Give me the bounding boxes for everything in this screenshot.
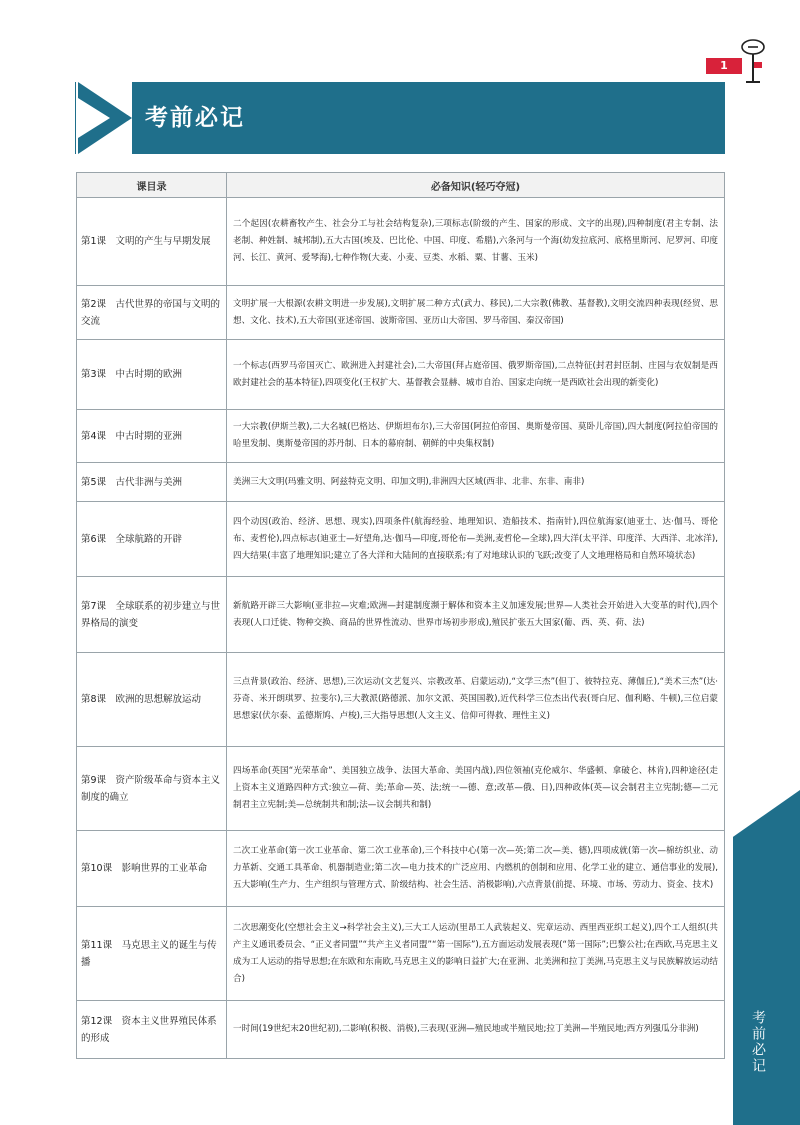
- lesson-cell: 第11课 马克思主义的诞生与传播: [77, 907, 227, 1001]
- lesson-cell: 第12课 资本主义世界殖民体系的形成: [77, 1001, 227, 1059]
- knowledge-cell: 一个标志(西罗马帝国灭亡、欧洲进入封建社会),二大帝国(拜占庭帝国、俄罗斯帝国),二点特征(封君封臣制、庄园与农奴制是西欧封建社会的基本特征),四项变化(王权扩大、基督教会显赫、城市自治、国家走向统一是西欧社会出现的新变化): [227, 340, 725, 410]
- knowledge-cell: 二次工业革命(第一次工业革命、第二次工业革命),三个科技中心(第一次—英;第二次—美、德),四项成就(第一次—棉纺织业、动力革新、交通工具革命、机器制造业;第二次—电力技术的广泛应用、内燃机的创制和应用、化学工业的建立、通信事业的发展),五大影响(生产力、生产组织与管理方式、阶级结构、社会生活、消极影响),六点背景(前提、环境、市场、劳动力、资金、技术): [227, 831, 725, 907]
- table-row: [77, 1001, 725, 1059]
- knowledge-cell: 新航路开辟三大影响(亚非拉—灾难;欧洲—封建制度濒于解体和资本主义加速发展;世界—人类社会开始进入大变革的时代),四个表现(人口迁徙、物种交换、商品的世界性流动、世界市场初步形成),殖民扩张五大国家(葡、西、英、荷、法): [227, 577, 725, 653]
- table-row: [77, 340, 725, 410]
- knowledge-cell: 二个起因(农耕畜牧产生、社会分工与社会结构复杂),三项标志(阶级的产生、国家的形成、文字的出现),四种制度(君主专制、法老制、种姓制、城邦制),五大古国(埃及、巴比伦、中国、印度、希腊),六条河与一个海(幼发拉底河、底格里斯河、尼罗河、印度河、长江、黄河、爱琴海),七种作物(大麦、小麦、豆类、水稻、粟、甘薯、玉米): [227, 198, 725, 286]
- lesson-cell: 第3课 中古时期的欧洲: [77, 340, 227, 410]
- table-row: [77, 907, 725, 1001]
- knowledge-cell: 美洲三大文明(玛雅文明、阿兹特克文明、印加文明),非洲四大区域(西非、北非、东非、南非): [227, 463, 725, 502]
- table-row: [77, 831, 725, 907]
- column-header-knowledge: 必备知识(轻巧夺冠): [227, 173, 725, 198]
- page-title: 考前必记: [145, 105, 245, 131]
- knowledge-cell: 一时间(19世纪末20世纪初),二影响(积极、消极),三表现(亚洲—殖民地或半殖民地;拉丁美洲—半殖民地;西方列强瓜分非洲): [227, 1001, 725, 1059]
- table-row: [77, 463, 725, 502]
- mascot-icon: [740, 38, 766, 84]
- page-number: 1: [706, 58, 742, 74]
- chevron-right-icon: [76, 82, 132, 154]
- knowledge-cell: 二次思潮变化(空想社会主义→科学社会主义),三大工人运动(里昂工人武装起义、宪章运动、西里西亚织工起义),四个工人组织(共产主义通讯委员会、“正义者同盟”“共产主义者同盟”“第一国际”),五方面运动发展表现(“第一国际”;巴黎公社;在西欧,马克思主义成为工人运动的指导思想;在东欧和东南欧,马克思主义的影响日益扩大;在亚洲、北美洲和拉丁美洲,马克思主义与民族解放运动结合): [227, 907, 725, 1001]
- table-row: [77, 286, 725, 340]
- side-tab: [733, 790, 800, 1125]
- table-row: [77, 577, 725, 653]
- lesson-cell: 第10课 影响世界的工业革命: [77, 831, 227, 907]
- lesson-cell: 第5课 古代非洲与美洲: [77, 463, 227, 502]
- lesson-cell: 第1课 文明的产生与早期发展: [77, 198, 227, 286]
- table-row: [77, 653, 725, 747]
- table-row: [77, 198, 725, 286]
- knowledge-cell: 三点背景(政治、经济、思想),三次运动(文艺复兴、宗教改革、启蒙运动),“文学三杰”(但丁、彼特拉克、薄伽丘),“美术三杰”(达·芬奇、米开朗琪罗、拉斐尔),三大教派(路德派、加尔文派、英国国教),近代科学三位杰出代表(哥白尼、伽利略、牛顿),三位启蒙思想家(伏尔泰、孟德斯鸠、卢梭),三大指导思想(人文主义、信仰可得救、理性主义): [227, 653, 725, 747]
- knowledge-cell: 四个动因(政治、经济、思想、现实),四项条件(航海经验、地理知识、造船技术、指南针),四位航海家(迪亚士、达·伽马、哥伦布、麦哲伦),四点标志(迪亚士—好望角,达·伽马—印度,哥伦布—美洲,麦哲伦—全球),四大洋(太平洋、印度洋、大西洋、北冰洋),四大结果(丰富了地理知识;建立了各大洋和大陆间的直接联系;有了对地球认识的飞跃;改变了人文地理格局和自然环境状态): [227, 502, 725, 577]
- knowledge-cell: 一大宗教(伊斯兰教),二大名城(巴格达、伊斯坦布尔),三大帝国(阿拉伯帝国、奥斯曼帝国、莫卧儿帝国),四大制度(阿拉伯帝国的哈里发制、奥斯曼帝国的苏丹制、日本的幕府制、朝鲜的中央集权制): [227, 410, 725, 463]
- knowledge-cell: 四场革命(英国“光荣革命”、美国独立战争、法国大革命、美国内战),四位领袖(克伦威尔、华盛顿、拿破仑、林肯),四种途径(走上资本主义道路四种方式:独立—荷、美;革命—英、法;统一—德、意;改革—俄、日),四种政体(英—议会制君主立宪制;德—二元制君主立宪制;美—总统制共和制;法—议会制共和制): [227, 747, 725, 831]
- lesson-cell: 第8课 欧洲的思想解放运动: [77, 653, 227, 747]
- table-row: [77, 502, 725, 577]
- side-tab-label: 考前必记: [750, 1010, 766, 1074]
- lesson-table: [76, 172, 725, 1059]
- lesson-cell: 第7课 全球联系的初步建立与世界格局的演变: [77, 577, 227, 653]
- table-row: [77, 410, 725, 463]
- table-header-row: [77, 173, 725, 198]
- lesson-cell: 第2课 古代世界的帝国与文明的交流: [77, 286, 227, 340]
- lesson-cell: 第9课 资产阶级革命与资本主义制度的确立: [77, 747, 227, 831]
- table-row: [77, 747, 725, 831]
- lesson-cell: 第6课 全球航路的开辟: [77, 502, 227, 577]
- lesson-cell: 第4课 中古时期的亚洲: [77, 410, 227, 463]
- knowledge-cell: 文明扩展一大根源(农耕文明进一步发展),文明扩展二种方式(武力、移民),二大宗教(佛教、基督教),文明交流四种表现(经贸、思想、文化、技术),五大帝国(亚述帝国、波斯帝国、亚历山大帝国、罗马帝国、秦汉帝国): [227, 286, 725, 340]
- column-header-lesson: 课目录: [77, 173, 227, 198]
